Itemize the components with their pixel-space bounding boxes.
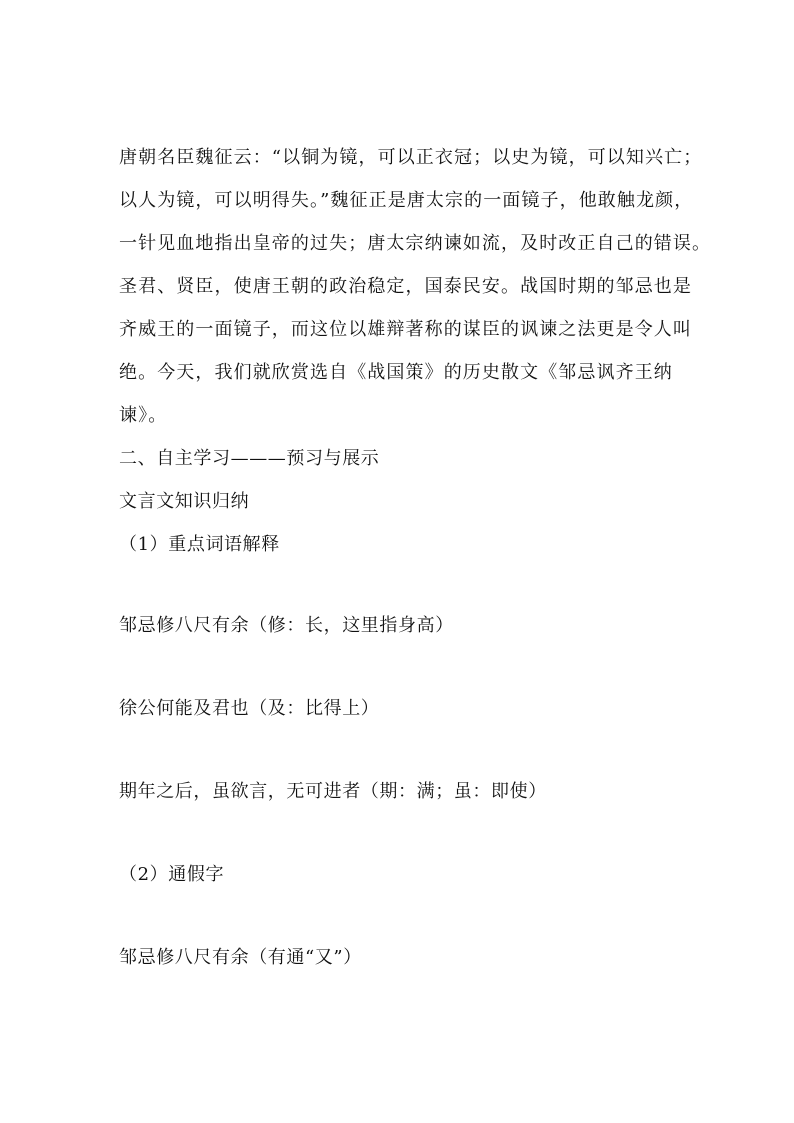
vocab-item-1: 邹忌修八尺有余（修：长，这里指身高） <box>119 615 454 636</box>
section-subheading: 文言文知识归纳 <box>119 491 250 512</box>
section-heading: 二、自主学习———预习与展示 <box>119 448 380 469</box>
intro-line-7: 谏》。 <box>119 405 168 426</box>
vocab-item-3: 期年之后，虽欲言，无可进者（期：满；虽：即使） <box>119 781 547 802</box>
intro-line-6: 绝。今天，我们就欣赏选自《战国策》的历史散文《邹忌讽齐王纳 <box>119 362 673 383</box>
intro-line-1: 唐朝名臣魏征云：“以铜为镜，可以正衣冠；以史为镜，可以知兴亡； <box>119 147 703 168</box>
intro-line-3: 一针见血地指出皇帝的过失；唐太宗纳谏如流，及时改正自己的错误。 <box>119 233 712 254</box>
intro-line-5: 齐威王的一面镜子，而这位以雄辩著称的谋臣的讽谏之法更是令人叫 <box>119 319 692 340</box>
vocab-item-2: 徐公何能及君也（及：比得上） <box>119 698 380 719</box>
loanword-item-1: 邹忌修八尺有余（有通“又”） <box>119 947 362 968</box>
intro-line-4: 圣君、贤臣，使唐王朝的政治稳定，国泰民安。战国时期的邹忌也是 <box>119 276 692 297</box>
part2-title: （2）通假字 <box>119 864 225 885</box>
intro-line-2: 以人为镜，可以明得失。”魏征正是唐太宗的一面镜子，他敢触龙颜， <box>119 190 694 211</box>
part1-title: （1）重点词语解释 <box>119 534 280 555</box>
